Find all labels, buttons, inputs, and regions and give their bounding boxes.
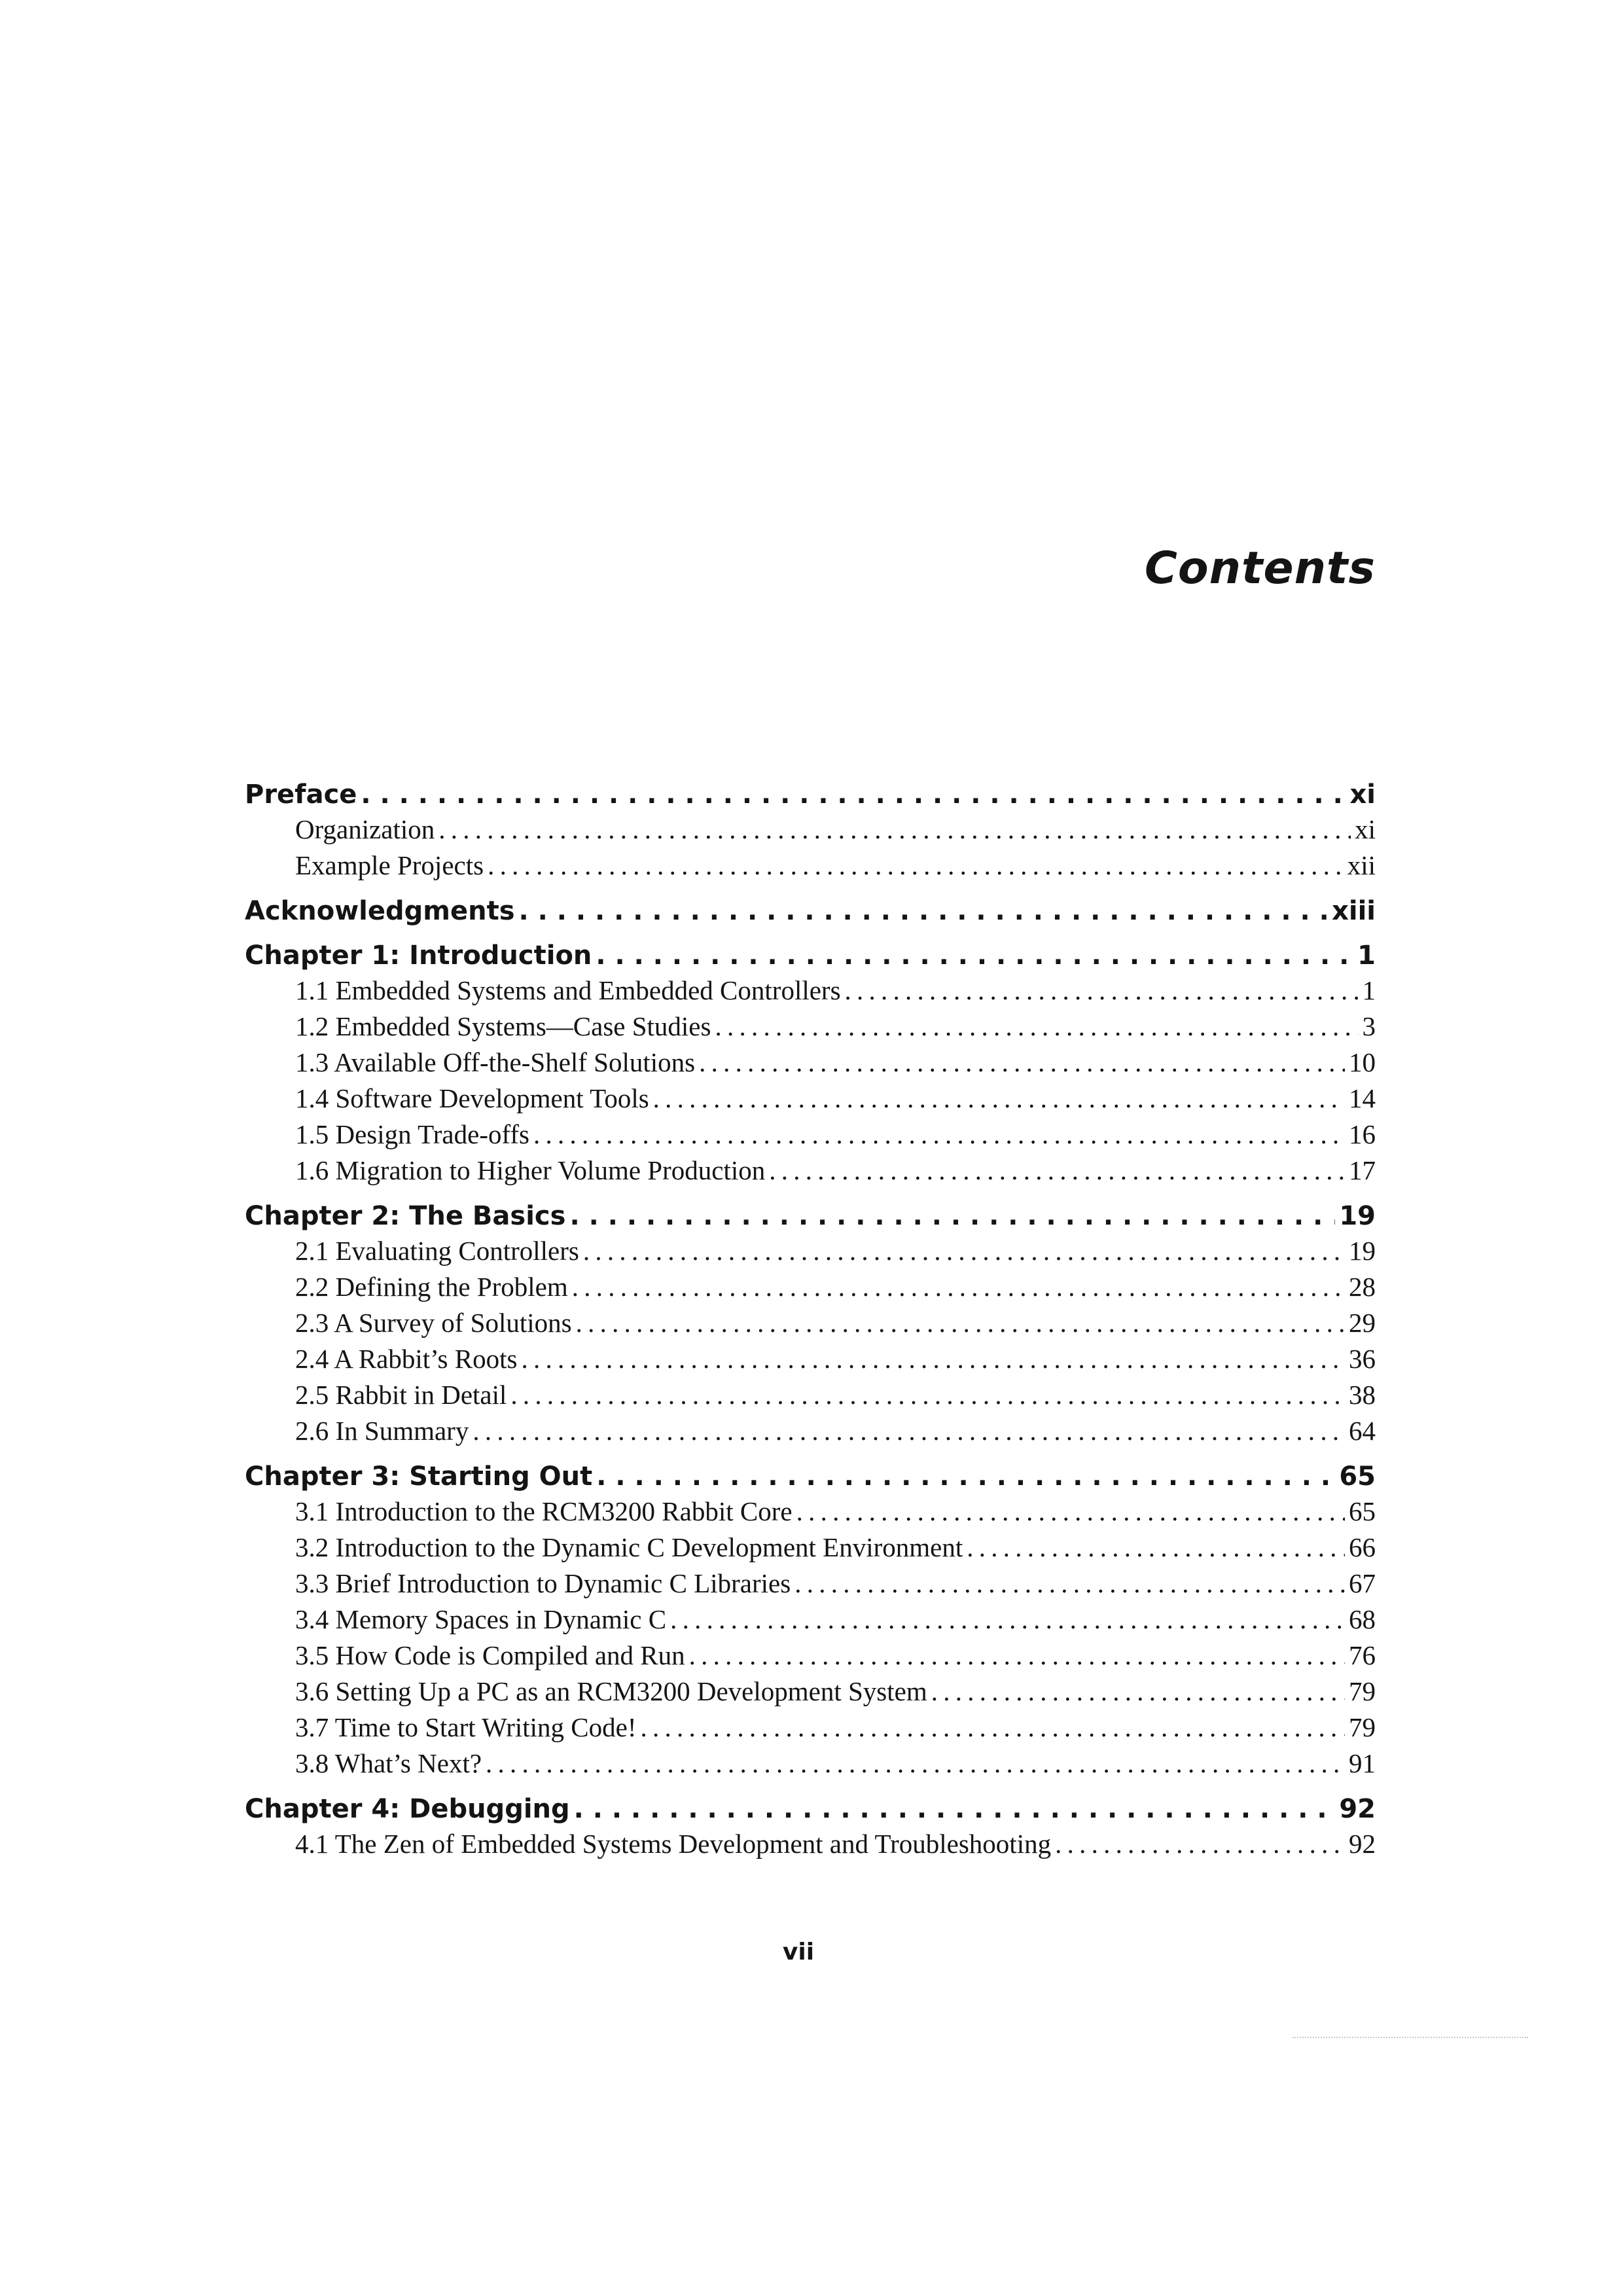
toc-entry-page: 65 xyxy=(1349,1496,1376,1526)
toc-entry-label: Preface xyxy=(245,780,357,810)
toc-entry-label: Chapter 1: Introduction xyxy=(245,941,592,971)
dot-leader xyxy=(796,1494,1345,1530)
dot-leader xyxy=(794,1566,1345,1602)
toc-entry-page: 92 xyxy=(1349,1829,1376,1859)
scan-artifact-line xyxy=(1293,2037,1528,2038)
toc-entry-label: 2.3 A Survey of Solutions xyxy=(295,1308,572,1338)
dot-leader xyxy=(596,1460,1335,1494)
dot-leader xyxy=(438,812,1351,848)
dot-leader xyxy=(521,1341,1345,1377)
toc-entry-label: 4.1 The Zen of Embedded Systems Development and Troubleshooting xyxy=(295,1829,1052,1859)
toc-section-entry xyxy=(245,1117,1376,1153)
toc-chapter-entry xyxy=(245,1792,1376,1826)
toc-section-entry xyxy=(245,973,1376,1009)
toc-chapter-entry xyxy=(245,778,1376,812)
toc-section-entry xyxy=(245,1638,1376,1674)
toc-entry-page: xiii xyxy=(1332,896,1376,926)
dot-leader xyxy=(931,1674,1345,1710)
toc-entry-label: 1.2 Embedded Systems—Case Studies xyxy=(295,1011,711,1041)
toc-entry-page: 14 xyxy=(1349,1083,1376,1113)
toc-section-entry xyxy=(245,1233,1376,1269)
toc-entry-page: xi xyxy=(1349,780,1376,810)
dot-leader xyxy=(361,778,1346,812)
toc-section-entry xyxy=(245,812,1376,848)
toc-section-entry xyxy=(245,1081,1376,1117)
toc-section-entry xyxy=(245,1674,1376,1710)
toc-entry-page: 1 xyxy=(1362,975,1376,1005)
table-of-contents xyxy=(245,778,1376,1862)
toc-section-entry xyxy=(245,1602,1376,1638)
dot-leader xyxy=(699,1045,1345,1081)
dot-leader xyxy=(583,1233,1345,1269)
toc-entry-label: 3.1 Introduction to the RCM3200 Rabbit Core xyxy=(295,1496,793,1526)
toc-entry-page: 64 xyxy=(1349,1416,1376,1446)
toc-entry-label: 3.2 Introduction to the Dynamic C Development Environment xyxy=(295,1532,963,1562)
toc-chapter-entry xyxy=(245,939,1376,973)
toc-entry-label: Chapter 2: The Basics xyxy=(245,1201,566,1231)
toc-entry-page: 3 xyxy=(1362,1011,1376,1041)
toc-entry-page: 38 xyxy=(1349,1380,1376,1410)
toc-section-entry xyxy=(245,1009,1376,1045)
toc-section-entry xyxy=(245,1269,1376,1305)
dot-leader xyxy=(641,1710,1345,1746)
toc-entry-label: 3.8 What’s Next? xyxy=(295,1748,482,1778)
toc-entry-page: 19 xyxy=(1339,1201,1376,1231)
dot-leader xyxy=(576,1305,1345,1341)
toc-chapter-entry xyxy=(245,1199,1376,1233)
toc-section-entry xyxy=(245,1413,1376,1449)
toc-section-entry xyxy=(245,848,1376,884)
page-number: vii xyxy=(782,1939,815,1965)
toc-entry-label: Organization xyxy=(295,814,435,844)
dot-leader xyxy=(967,1530,1345,1566)
toc-entry-label: 3.4 Memory Spaces in Dynamic C xyxy=(295,1604,667,1634)
toc-entry-label: 1.1 Embedded Systems and Embedded Controllers xyxy=(295,975,841,1005)
toc-entry-page: 16 xyxy=(1349,1119,1376,1149)
dot-leader xyxy=(519,894,1329,928)
toc-entry-page: 66 xyxy=(1349,1532,1376,1562)
toc-entry-label: 3.7 Time to Start Writing Code! xyxy=(295,1712,637,1742)
dot-leader xyxy=(574,1792,1336,1826)
toc-entry-label: Chapter 4: Debugging xyxy=(245,1794,570,1824)
toc-entry-page: 76 xyxy=(1349,1640,1376,1670)
toc-section-entry xyxy=(245,1710,1376,1746)
toc-entry-label: 1.5 Design Trade-offs xyxy=(295,1119,529,1149)
dot-leader xyxy=(1055,1826,1345,1862)
dot-leader xyxy=(533,1117,1345,1153)
toc-section-entry xyxy=(245,1341,1376,1377)
toc-entry-page: 68 xyxy=(1349,1604,1376,1634)
toc-chapter-entry xyxy=(245,1460,1376,1494)
toc-entry-page: 79 xyxy=(1349,1676,1376,1706)
dot-leader xyxy=(473,1413,1345,1449)
toc-entry-label: Acknowledgments xyxy=(245,896,515,926)
page-title: Contents xyxy=(1144,543,1376,594)
toc-entry-label: 2.6 In Summary xyxy=(295,1416,469,1446)
toc-entry-page: 17 xyxy=(1349,1155,1376,1185)
toc-section-entry xyxy=(245,1566,1376,1602)
dot-leader xyxy=(689,1638,1345,1674)
dot-leader xyxy=(596,939,1353,973)
toc-entry-page: 1 xyxy=(1357,941,1376,971)
toc-section-entry xyxy=(245,1377,1376,1413)
toc-chapter-entry xyxy=(245,894,1376,928)
toc-entry-page: xii xyxy=(1347,850,1376,880)
dot-leader xyxy=(572,1269,1345,1305)
toc-entry-label: 1.6 Migration to Higher Volume Production xyxy=(295,1155,766,1185)
toc-section-entry xyxy=(245,1494,1376,1530)
toc-entry-page: 36 xyxy=(1349,1344,1376,1374)
dot-leader xyxy=(569,1199,1335,1233)
toc-entry-label: 3.5 How Code is Compiled and Run xyxy=(295,1640,685,1670)
dot-leader xyxy=(653,1081,1345,1117)
dot-leader xyxy=(488,848,1344,884)
toc-section-entry xyxy=(245,1305,1376,1341)
toc-section-entry xyxy=(245,1045,1376,1081)
dot-leader xyxy=(715,1009,1358,1045)
toc-section-entry xyxy=(245,1530,1376,1566)
toc-entry-label: 1.3 Available Off-the-Shelf Solutions xyxy=(295,1047,696,1077)
dot-leader xyxy=(510,1377,1345,1413)
toc-entry-label: 2.4 A Rabbit’s Roots xyxy=(295,1344,518,1374)
toc-entry-label: 2.1 Evaluating Controllers xyxy=(295,1236,579,1266)
toc-entry-page: 19 xyxy=(1349,1236,1376,1266)
toc-entry-label: 3.6 Setting Up a PC as an RCM3200 Development System xyxy=(295,1676,927,1706)
toc-entry-page: 65 xyxy=(1339,1462,1376,1492)
toc-entry-label: 1.4 Software Development Tools xyxy=(295,1083,649,1113)
dot-leader xyxy=(486,1746,1345,1782)
dot-leader xyxy=(845,973,1359,1009)
dot-leader xyxy=(769,1153,1345,1189)
toc-entry-page: 10 xyxy=(1349,1047,1376,1077)
dot-leader xyxy=(670,1602,1345,1638)
toc-entry-page: 79 xyxy=(1349,1712,1376,1742)
toc-section-entry xyxy=(245,1746,1376,1782)
toc-entry-label: 2.2 Defining the Problem xyxy=(295,1272,568,1302)
toc-entry-page: 67 xyxy=(1349,1568,1376,1598)
toc-entry-label: Example Projects xyxy=(295,850,484,880)
toc-entry-label: Chapter 3: Starting Out xyxy=(245,1462,593,1492)
toc-section-entry xyxy=(245,1153,1376,1189)
toc-entry-page: 29 xyxy=(1349,1308,1376,1338)
toc-section-entry xyxy=(245,1826,1376,1862)
toc-entry-page: 91 xyxy=(1349,1748,1376,1778)
toc-entry-page: 28 xyxy=(1349,1272,1376,1302)
toc-entry-page: xi xyxy=(1355,814,1376,844)
toc-entry-label: 2.5 Rabbit in Detail xyxy=(295,1380,507,1410)
toc-entry-label: 3.3 Brief Introduction to Dynamic C Libraries xyxy=(295,1568,791,1598)
toc-entry-page: 92 xyxy=(1339,1794,1376,1824)
